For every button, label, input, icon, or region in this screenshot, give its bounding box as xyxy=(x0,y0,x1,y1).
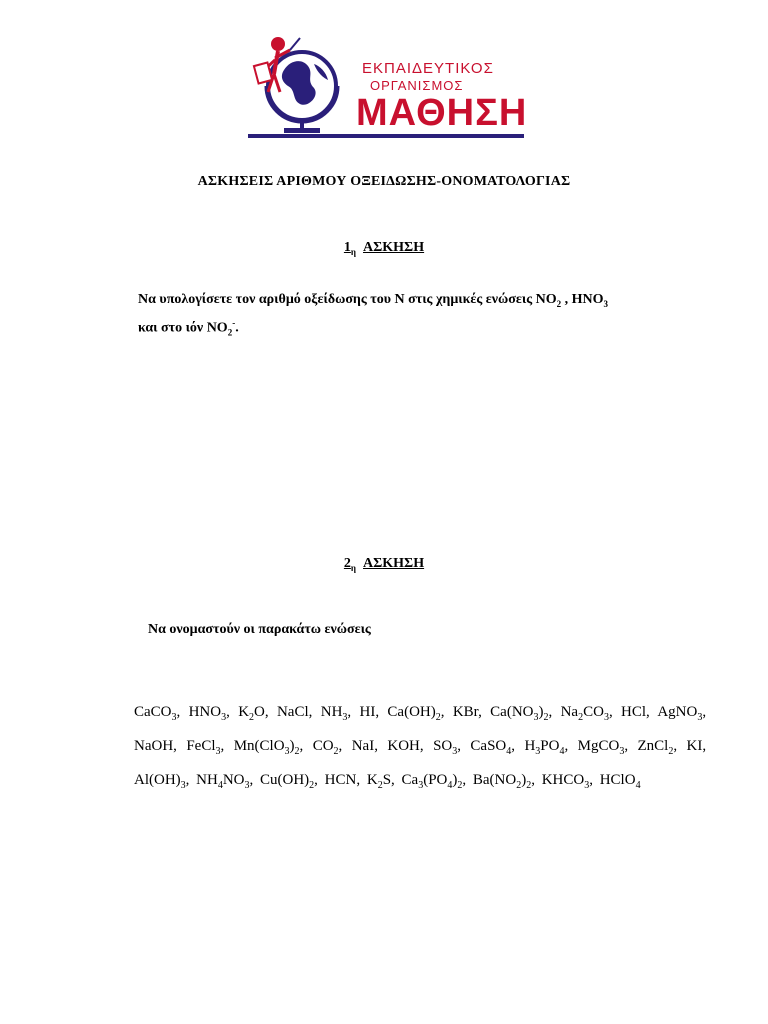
exercise-1-number: $1_\eta$ xyxy=(343,240,357,257)
compound-formula: KI xyxy=(686,738,703,754)
compound-formula: CaCO$_3$ xyxy=(134,704,177,723)
logo-wordmark: ΜΑΘΗΣΗ xyxy=(356,92,528,134)
compound-formula: NaOH xyxy=(134,738,174,754)
exercise-1-text: Να υπολογίσετε τον αριθμό οξείδωσης του Ν στις χημικές ενώσεις $NO_2$ , $HNO_3$ και στο ιόν $NO_2^-$. xyxy=(138,292,608,338)
compound-formula: FeCl$_3$ xyxy=(186,738,221,757)
exercise-2-number: $2_\eta$ xyxy=(343,556,357,573)
document-title: ΑΣΚΗΣΕΙΣ ΑΡΙΘΜΟΥ ΟΞΕΙΔΩΣΗΣ-ΟΝΟΜΑΤΟΛΟΓΙΑΣ xyxy=(197,174,571,189)
compound-formula: KOH xyxy=(387,738,420,754)
compound-formula: HCl xyxy=(621,704,647,720)
compound-formula: $Ba(NO_2)_2$ xyxy=(472,772,532,791)
compound-formula: ZnCl$_2$ xyxy=(637,738,674,757)
compound-formula: $NH_4NO_3$ xyxy=(196,772,250,791)
compound-formula: NaI xyxy=(351,738,375,754)
compound-formula: $SO_3$ xyxy=(433,738,458,757)
compound-formula: $Cu(OH)_2$ xyxy=(260,772,315,791)
exercise-1-heading xyxy=(0,240,768,257)
compound-formula: $NH_3$ xyxy=(320,704,348,723)
compound-formula: $K_2S$ xyxy=(366,772,392,791)
compound-formula: HCN xyxy=(324,772,357,788)
compound-formula: $Ca_3(PO_4)_2$ xyxy=(401,772,463,791)
compound-formula: KBr xyxy=(452,704,479,720)
compound-formula: $Ca(NO_3)_2$ xyxy=(490,704,549,723)
compound-formula: $Ca(OH)_2$ xyxy=(387,704,441,723)
exercise-1-word: ΑΣΚΗΣΗ xyxy=(363,240,425,255)
compound-formula: $K_2O$ xyxy=(238,704,265,723)
compound-formula: $Mn(ClO_3)_2$ xyxy=(233,738,300,757)
compound-formula: CaSO$_4$ xyxy=(470,738,512,757)
compound-formula: $H_3PO_4$ xyxy=(524,738,565,757)
globe-teacher-logo-icon xyxy=(244,30,354,134)
logo-line-1: ΕΚΠΑΙΔΕΥΤΙΚΟΣ xyxy=(362,60,494,77)
logo-underline-bar xyxy=(248,134,524,138)
exercise-2-word: ΑΣΚΗΣΗ xyxy=(363,556,425,571)
compound-formula: AgNO$_3$ xyxy=(657,704,703,723)
compound-formula: HClO$_4$ xyxy=(599,772,641,791)
exercise-2-instruction: Να ονομαστούν οι παρακάτω ενώσεις xyxy=(148,622,371,637)
organization-logo xyxy=(244,30,526,142)
exercise-2-heading xyxy=(0,556,768,573)
compound-formula: $HNO_3$ xyxy=(188,704,227,723)
compound-formula: $Al(OH)_3$ xyxy=(134,772,186,791)
compound-formula: $CO_2$ xyxy=(312,738,339,757)
compound-formula: MgCO$_3$ xyxy=(577,738,625,757)
compound-formula: $KHCO_3$ xyxy=(541,772,590,791)
logo-line-2: ΟΡΓΑΝΙΣΜΟΣ xyxy=(370,78,464,93)
compound-formula: $Na_2CO_3$ xyxy=(560,704,609,723)
compound-list: CaCO$_3$, $HNO_3$, $K_2O$, NaCl, $NH_3$, HI, $Ca(OH)_2$, KBr, $Ca(NO_3)_2$, $Na_2CO_3$, HCl, AgNO$_3$, NaOH, FeCl$_3$, $Mn(ClO_3)_2$, $CO_2$, NaI, KOH, $SO_3$, CaSO$_4$, $H_3PO_4$, MgCO$_3$, ZnCl$_2$, KI, $Al(OH)_3$, $NH_4NO_3$, $Cu(OH)_2$, HCN, $K_2S$, $Ca_3(PO_4)_2$, $Ba(NO_2)_2$, $KHCO_3$, HClO$_4$ xyxy=(134,704,707,791)
compound-formula: HI xyxy=(359,704,376,720)
compound-formula: NaCl xyxy=(276,704,309,720)
